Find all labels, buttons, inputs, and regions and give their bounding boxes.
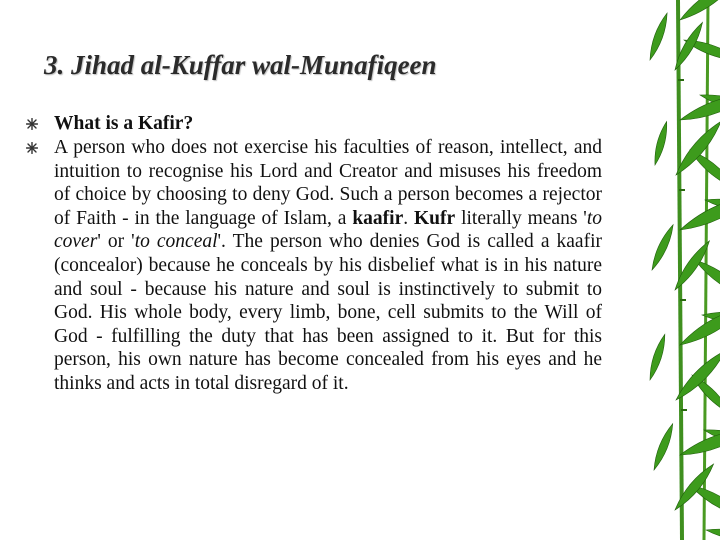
slide-title: 3. Jihad al-Kuffar wal-Munafiqeen xyxy=(44,50,437,80)
bullet-item-definition xyxy=(22,136,602,396)
term-kufr: Kufr xyxy=(414,207,456,229)
meaning-to-cover: to cover xyxy=(54,207,602,253)
paragraph-text-1: A person who does not exercise his faculties of reason, intellect, and intuition to recognise his Lord and Creator and misuses his freedom of choice by choosing to deny God. Such a person becomes a rejector of Faith - in the language of Islam, a xyxy=(54,137,602,229)
bamboo-leaf xyxy=(646,333,668,381)
bamboo-leaf xyxy=(650,422,676,471)
bullet-list xyxy=(22,112,602,396)
bamboo-leaf xyxy=(678,89,720,126)
asterisk-bullet-icon xyxy=(22,112,42,136)
bamboo-leaf xyxy=(677,302,720,350)
paragraph-text-5: '. The person who denies God is called a kaafir (concealor) because he conceals by his disbelief what is in his nature and soul - because his nature and soul is instinctively to submit to God. His whole body, every limb, bone, cell submits to the Will of God - fulfilling the duty that has been assigned to it. But for this person, his own nature has become concealed from his eyes and he thinks and acts in total disregard of it. xyxy=(54,231,602,394)
bamboo-leaf xyxy=(652,121,671,166)
asterisk-bullet-icon xyxy=(22,136,42,160)
bamboo-leaf xyxy=(678,424,720,461)
paragraph-text-3: literally means ' xyxy=(455,207,587,229)
bamboo-leaf xyxy=(705,526,720,540)
bamboo-leaf xyxy=(671,461,717,513)
paragraph-text-2: . xyxy=(403,207,414,229)
bamboo-leaf xyxy=(648,223,676,272)
definition-paragraph xyxy=(54,136,602,396)
bamboo-leaf xyxy=(646,12,671,62)
question-text: What is a Kafir? xyxy=(54,113,194,134)
paragraph-text-4: ' or ' xyxy=(97,231,135,253)
bamboo-leaf xyxy=(677,190,720,235)
meaning-to-conceal: to conceal xyxy=(134,231,218,253)
bullet-item-question xyxy=(22,112,602,136)
term-kaafir: kaafir xyxy=(352,207,404,229)
bamboo-leaf xyxy=(677,0,720,25)
